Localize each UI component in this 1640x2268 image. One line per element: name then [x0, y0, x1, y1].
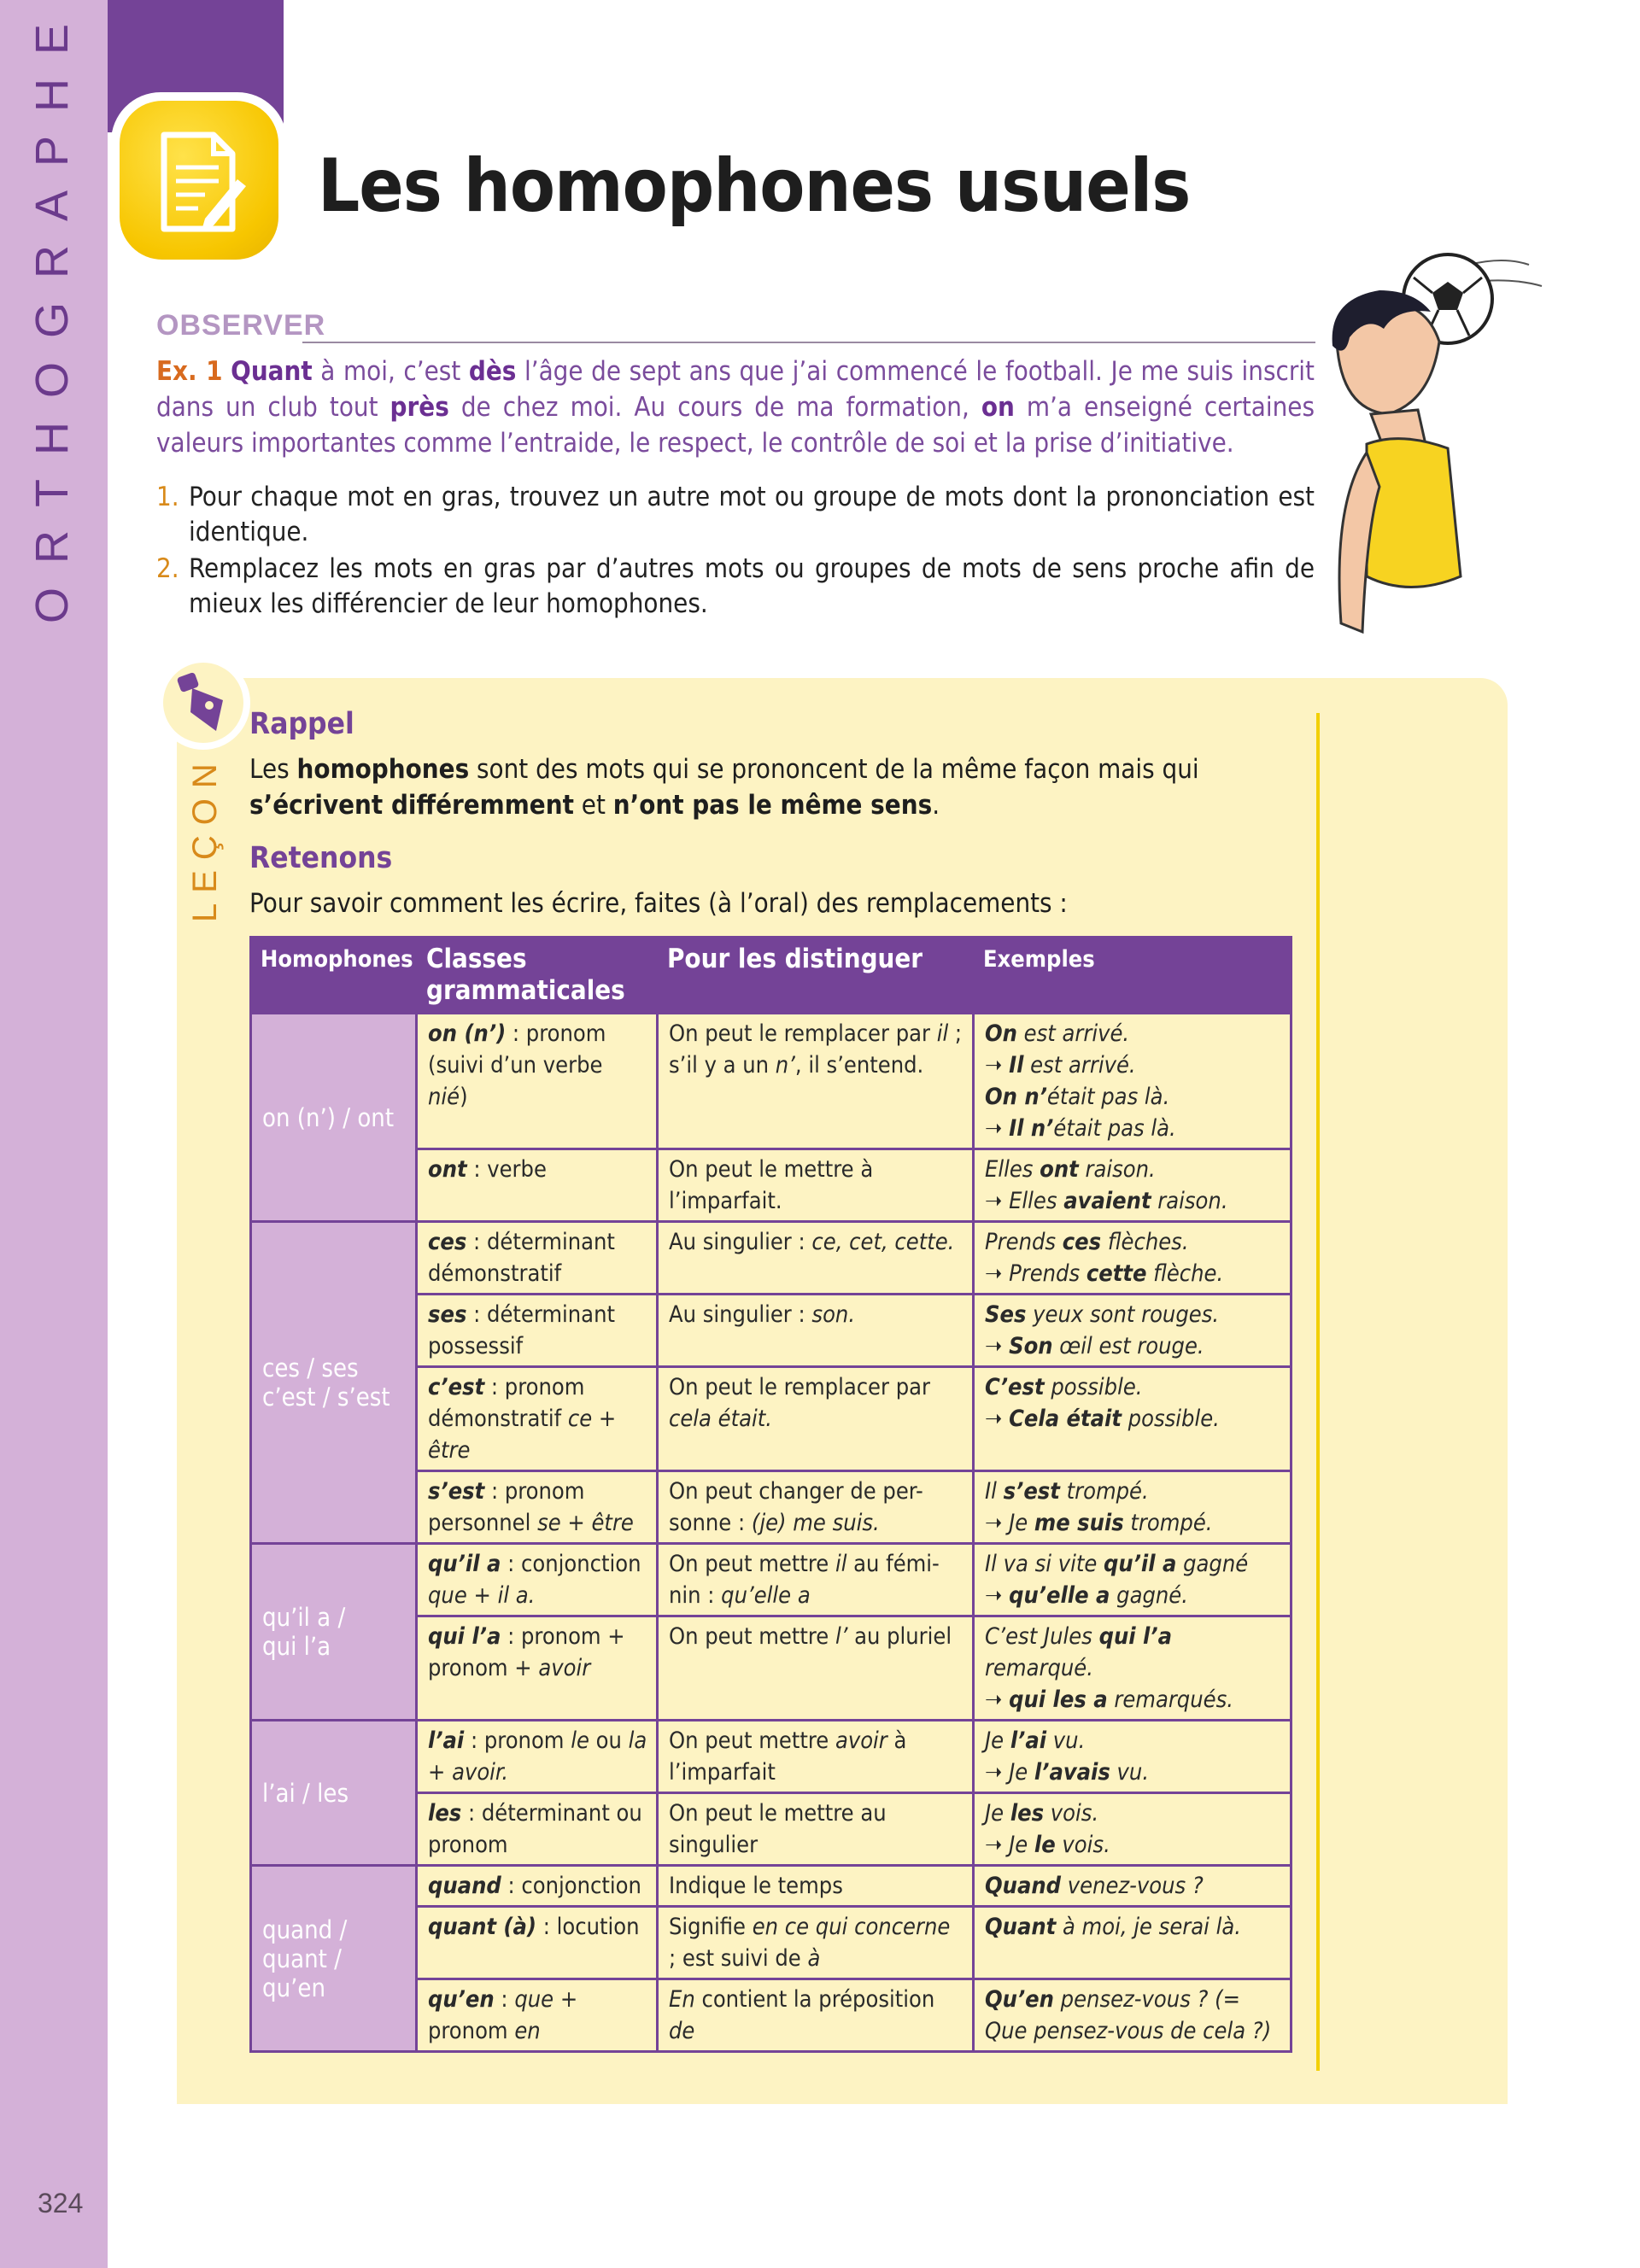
col-header-distinguer: Pour les distinguer: [658, 938, 974, 1014]
badge-background: [120, 101, 278, 260]
example-cell: Elles ont raison. ➝ Elles avaient raison.: [974, 1149, 1292, 1222]
rule-cell: Au singulier : ce, cet, cette.: [658, 1222, 974, 1295]
table-row: [251, 1222, 1292, 1295]
homophone-group: quand / quant / qu’en: [251, 1866, 417, 2052]
question-number: 2.: [156, 553, 179, 584]
table-row: [251, 1544, 1292, 1616]
lesson-margin-line: [1316, 713, 1320, 2071]
text: l’âge de sept ans que j’ai commencé le football. Je me suis inscrit dans un club tout: [156, 356, 1315, 423]
class-cell: quand : conjonction: [417, 1866, 658, 1907]
example-cell: Quant à moi, je serai là.: [974, 1907, 1292, 1979]
rappel-text: [249, 751, 1309, 823]
bold-word: on: [981, 392, 1015, 423]
table-row: [251, 1721, 1292, 1793]
retenons-heading: Retenons: [249, 841, 393, 875]
question-item: [156, 552, 1315, 622]
section-label: ORTHOGRAPHE: [26, 0, 78, 623]
question-number: 1.: [156, 482, 179, 512]
question-item: [156, 480, 1315, 550]
text: m’a enseigné certaines valeurs importantes comme l’entraide, le respect, le contrôle de soi et la prise d’initiative.: [156, 392, 1315, 459]
bold-word: près: [390, 392, 449, 423]
rule-cell: On peut mettre l’ au pluriel: [658, 1616, 974, 1721]
rule-cell: En contient la préposition de: [658, 1979, 974, 2052]
exercise-number: Ex. 1: [156, 356, 223, 387]
example-cell: Ses yeux sont rouges. ➝ Son œil est rouge.: [974, 1295, 1292, 1367]
rule-cell: On peut le mettre au singulier: [658, 1793, 974, 1866]
question-text: Pour chaque mot en gras, trouvez un autre mot ou groupe de mots dont la prononciation est identique.: [189, 482, 1315, 547]
homophone-group: l’ai / les: [251, 1721, 417, 1866]
pen-nib-icon: [163, 663, 243, 743]
text: et: [573, 790, 613, 821]
rule-cell: Signifie en ce qui concerne ; est suivi de à: [658, 1907, 974, 1979]
example-cell: On est arrivé. ➝ Il est arrivé. On n’était pas là. ➝ Il n’était pas là.: [974, 1014, 1292, 1149]
text: Les: [249, 754, 297, 785]
homophone-group: qu’il a / qui l’a: [251, 1544, 417, 1721]
rule-cell: On peut le remplacer par il ; s’il y a un n’, il s’entend.: [658, 1014, 974, 1149]
bold-text: n’ont pas le même sens: [612, 790, 933, 821]
text: à moi, c’est: [312, 356, 469, 387]
rappel-heading: Rappel: [249, 707, 354, 741]
exercise-text: [156, 354, 1315, 461]
example-cell: Qu’en pensez-vous ? (= Que pensez-vous de cela ?): [974, 1979, 1292, 2052]
rule-cell: On peut le mettre à l’imparfait.: [658, 1149, 974, 1222]
rule-cell: On peut le remplacer par cela était.: [658, 1367, 974, 1471]
class-cell: l’ai : pronom le ou la + avoir.: [417, 1721, 658, 1793]
table-row: [251, 1014, 1292, 1149]
class-cell: qu’en : que + pronom en: [417, 1979, 658, 2052]
col-header-classes: Classes grammaticales: [417, 938, 658, 1014]
bold-text: homophones: [296, 754, 470, 785]
class-cell: qu’il a : conjonction que + il a.: [417, 1544, 658, 1616]
document-badge: [111, 92, 287, 268]
bold-word: Quant: [231, 356, 313, 387]
page-number: 324: [38, 2188, 84, 2218]
text: .: [932, 790, 940, 821]
example-cell: Quand venez-vous ?: [974, 1866, 1292, 1907]
example-cell: C’est Jules qui l’a remarqué. ➝ qui les a remarqués.: [974, 1616, 1292, 1721]
class-cell: ces : déterminant démonstratif: [417, 1222, 658, 1295]
question-text: Remplacez les mots en gras par d’autres mots ou groupes de mots de sens proche afin de mieux les différencier de leur homophones.: [189, 553, 1315, 619]
class-cell: on (n’) : pronom (suivi d’un verbe nié): [417, 1014, 658, 1149]
footballer-illustration: [1320, 243, 1567, 670]
rule-cell: On peut mettre avoir à l’imparfait: [658, 1721, 974, 1793]
class-cell: les : déterminant ou pronom: [417, 1793, 658, 1866]
lecon-badge: [156, 656, 250, 750]
class-cell: ses : déterminant possessif: [417, 1295, 658, 1367]
text: de chez moi. Au cours de ma formation,: [448, 392, 981, 423]
rule-cell: Au singulier : son.: [658, 1295, 974, 1367]
document-pen-icon: [120, 101, 278, 260]
table-row: [251, 1866, 1292, 1907]
col-header-exemples: Exemples: [974, 938, 1292, 1014]
bold-text: s’écrivent différemment: [249, 790, 574, 821]
class-cell: quant (à) : locution: [417, 1907, 658, 1979]
homophones-table: [249, 936, 1292, 2053]
observer-heading: OBSERVER: [156, 309, 326, 342]
question-list: [156, 480, 1315, 623]
homophone-group: ces / ses c’est / s’est: [251, 1222, 417, 1544]
rule-cell: On peut mettre il au fémi-nin : qu’elle a: [658, 1544, 974, 1616]
class-cell: s’est : pronom personnel se + être: [417, 1471, 658, 1544]
col-header-homophones: Homophones: [251, 938, 417, 1014]
rule-cell: On peut changer de per-sonne : (je) me suis.: [658, 1471, 974, 1544]
example-cell: Il va si vite qu’il a gagné ➝ qu’elle a gagné.: [974, 1544, 1292, 1616]
lecon-label: LEÇON: [186, 753, 224, 922]
example-cell: Je les vois. ➝ Je le vois.: [974, 1793, 1292, 1866]
bold-word: dès: [468, 356, 517, 387]
class-cell: qui l’a : pronom + pronom + avoir: [417, 1616, 658, 1721]
retenons-text: Pour savoir comment les écrire, faites (à l’oral) des remplacements :: [249, 888, 1068, 919]
page-title: Les homophones usuels: [318, 143, 1191, 229]
homophone-group: on (n’) / ont: [251, 1014, 417, 1222]
example-cell: Prends ces flèches. ➝ Prends cette flèche.: [974, 1222, 1292, 1295]
example-cell: Je l’ai vu. ➝ Je l’avais vu.: [974, 1721, 1292, 1793]
example-cell: C’est possible. ➝ Cela était possible.: [974, 1367, 1292, 1471]
class-cell: ont : verbe: [417, 1149, 658, 1222]
lecon-badge-inner: [163, 663, 243, 743]
rule-cell: Indique le temps: [658, 1866, 974, 1907]
table-header-row: [251, 938, 1292, 1014]
observer-rule: [302, 342, 1315, 343]
class-cell: c’est : pronom démonstratif ce + être: [417, 1367, 658, 1471]
text: sont des mots qui se prononcent de la même façon mais qui: [469, 754, 1199, 785]
yellow-shirt: [1367, 439, 1461, 587]
example-cell: Il s’est trompé. ➝ Je me suis trompé.: [974, 1471, 1292, 1544]
